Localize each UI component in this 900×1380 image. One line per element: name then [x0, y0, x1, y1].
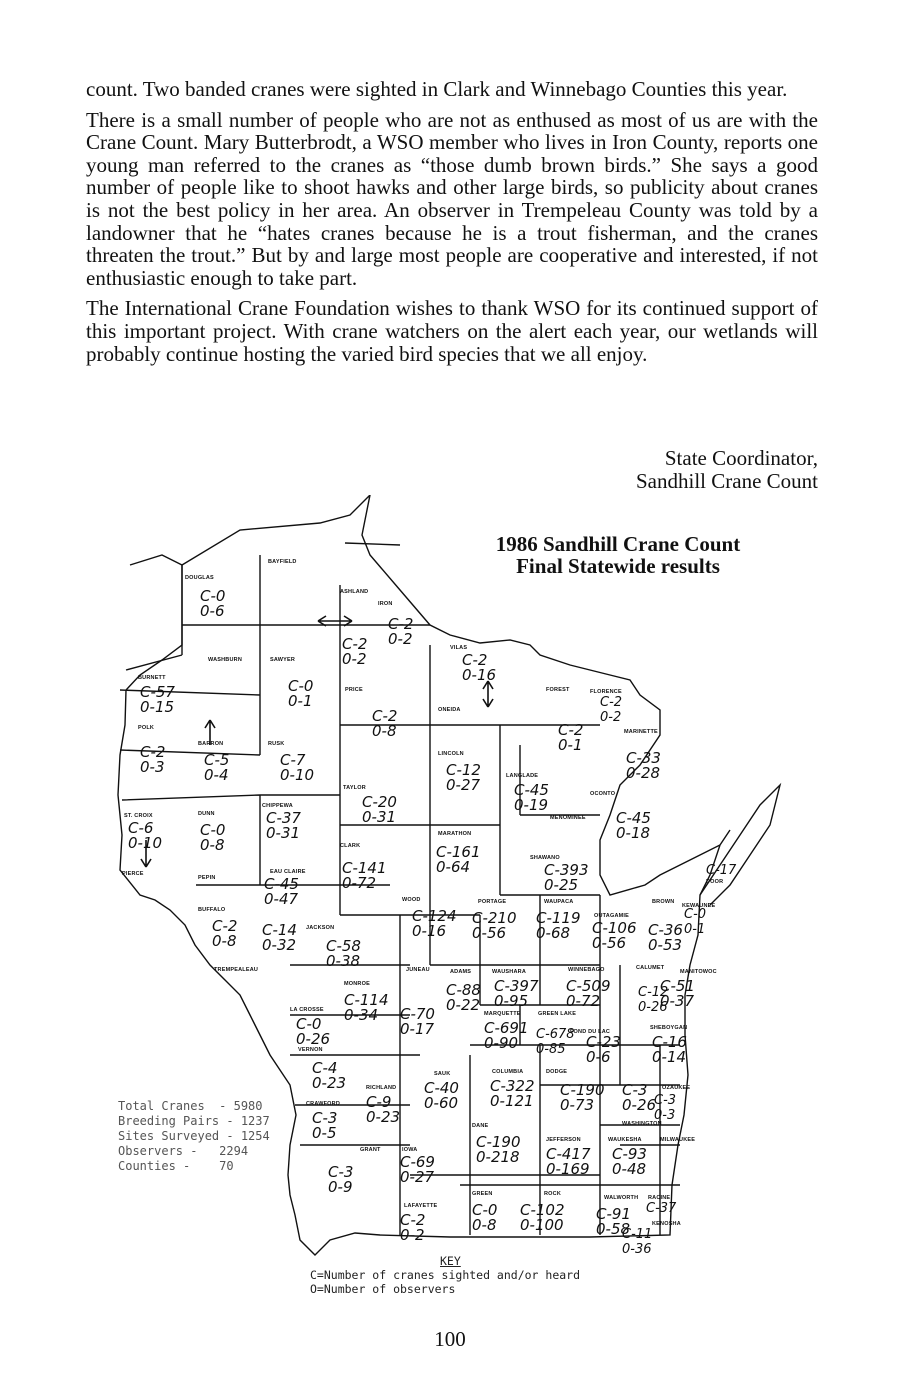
observer-count: 0-72	[342, 874, 377, 892]
county-counts	[312, 1111, 337, 1141]
crane-count: C-12	[446, 761, 481, 779]
crane-count: C-114	[344, 991, 389, 1009]
crane-count: C-37	[266, 809, 301, 827]
county-label: RUSK	[268, 741, 285, 747]
observer-count: 0-8	[372, 722, 397, 740]
observer-count: 0-6	[200, 602, 225, 620]
county-label: FOREST	[546, 687, 570, 693]
county-counts	[626, 751, 661, 781]
observer-count: 0-26	[638, 1000, 668, 1015]
observer-count: 0-56	[592, 934, 627, 952]
crane-count: C-45	[616, 809, 651, 827]
crane-count: C-678	[536, 1027, 575, 1042]
county-counts	[262, 923, 297, 953]
county-counts	[296, 1017, 330, 1047]
signature-line-1: State Coordinator,	[664, 446, 818, 470]
crane-count: C-190	[560, 1081, 605, 1099]
crane-count: C-14	[262, 921, 297, 939]
county-label: EAU CLAIRE	[270, 869, 306, 875]
observer-count: 0-2	[600, 710, 622, 725]
county-label: LANGLADE	[506, 773, 539, 779]
county-counts	[494, 979, 539, 1009]
county-counts	[326, 939, 361, 969]
county-counts	[388, 617, 413, 647]
county-counts	[484, 1021, 529, 1051]
crane-count: C-119	[536, 909, 581, 927]
crane-count: C-0	[684, 907, 707, 922]
county-counts	[558, 723, 583, 753]
county-counts	[566, 979, 611, 1009]
observer-count: 0-1	[684, 922, 706, 937]
county-label: PRICE	[345, 687, 363, 693]
observer-count: 0-9	[328, 1178, 353, 1196]
observer-count: 0-2	[388, 630, 413, 648]
crane-count: C-691	[484, 1019, 529, 1037]
county-label: LAFAYETTE	[404, 1203, 438, 1209]
observer-count: 0-18	[616, 824, 651, 842]
observer-count: 0-95	[494, 992, 529, 1010]
observer-count: 0-34	[344, 1006, 379, 1024]
observer-count: 0-17	[400, 1020, 435, 1038]
county-counts	[436, 845, 481, 875]
county-label: IOWA	[402, 1147, 418, 1153]
county-counts	[622, 1083, 656, 1113]
key-line-cranes: C=Number of cranes sighted and/or heard	[310, 1268, 581, 1282]
county-counts	[266, 811, 301, 841]
county-label: MARQUETTE	[484, 1011, 521, 1017]
summary-counties: Counties - 70	[118, 1159, 234, 1173]
door-peninsula	[700, 785, 780, 905]
observer-count: 0-31	[266, 824, 301, 842]
county-label: WOOD	[402, 897, 421, 903]
crane-count: C-2	[140, 743, 166, 761]
crane-count: C-33	[626, 749, 661, 767]
crane-count: C-17	[706, 863, 737, 878]
observer-count: 0-53	[648, 936, 683, 954]
observer-count: 0-47	[264, 890, 299, 908]
county-label: WASHBURN	[208, 657, 242, 663]
county-label: SHEBOYGAN	[650, 1025, 688, 1031]
county-label: OZAUKEE	[662, 1085, 691, 1091]
county-counts	[544, 863, 589, 893]
observer-count: 0-23	[366, 1108, 401, 1126]
paragraph-2: There is a small number of people who are not as enthused as most of us are with the Crane Count. Mary Butterbrodt, a WSO member who lives in Iron County, reports one young man referred to the cranes as “those dumb brown birds.” She says a good number of people like to shoot hawks and other large birds, so publicity about cranes is not the best policy in her area. An observer in Trempeleau County was told by a landowner that he “hates cranes because he is a trout fisherman, and the cranes threaten the trout.” But by and large most people are cooperative and interested, if not enthusiastic enough to take part.	[86, 107, 818, 290]
crane-count: C-190	[476, 1133, 521, 1151]
article-text	[86, 78, 818, 373]
observer-count: 0-58	[596, 1220, 631, 1238]
county-counts	[462, 653, 496, 683]
crane-count: C-7	[280, 751, 306, 769]
county-counts	[514, 783, 549, 813]
county-counts	[652, 1035, 687, 1065]
county-label: BURNETT	[138, 675, 166, 681]
observer-count: 0-26	[296, 1030, 331, 1048]
county-label: ASHLAND	[340, 589, 369, 595]
observer-count: 0-6	[586, 1048, 611, 1066]
crane-count: C-20	[362, 793, 397, 811]
crane-count: C-210	[472, 909, 517, 927]
county-label: OCONTO	[590, 791, 616, 797]
observer-count: 0-72	[566, 992, 601, 1010]
crane-count: C-40	[424, 1079, 459, 1097]
crane-count: C-2	[342, 635, 368, 653]
county-label: WAUSHARA	[492, 969, 526, 975]
observer-count: 0-8	[472, 1216, 497, 1234]
crane-count: C-0	[472, 1201, 498, 1219]
county-counts	[536, 1027, 575, 1057]
crane-count: C-2	[600, 695, 623, 710]
observer-count: 0-8	[200, 836, 225, 854]
county-label: LA CROSSE	[290, 1007, 324, 1013]
crane-count: C-2	[462, 651, 488, 669]
county-label: TREMPEALEAU	[214, 967, 259, 973]
county-label: POLK	[138, 725, 155, 731]
county-label: DANE	[472, 1123, 489, 1129]
county-label: WAUKESHA	[608, 1137, 642, 1143]
county-counts	[280, 753, 314, 783]
observer-count: 0-8	[212, 932, 237, 950]
observer-count: 0-68	[536, 924, 571, 942]
county-label: DOOR	[706, 879, 724, 885]
county-label: OUTAGAMIE	[594, 913, 630, 919]
observer-count: 0-4	[204, 766, 229, 784]
county-label: CHIPPEWA	[262, 803, 293, 809]
observer-count: 0-32	[262, 936, 297, 954]
county-label: MARINETTE	[624, 729, 658, 735]
county-counts	[342, 861, 387, 891]
crane-count: C-0	[288, 677, 314, 695]
crane-count: C-9	[366, 1093, 392, 1111]
observer-count: 0-2	[400, 1226, 425, 1244]
county-label: LINCOLN	[438, 751, 464, 757]
observer-count: 0-60	[424, 1094, 459, 1112]
county-counts	[560, 1083, 605, 1113]
observer-count: 0-85	[536, 1042, 566, 1057]
county-counts	[344, 993, 389, 1023]
crane-count: C-6	[128, 819, 154, 837]
county-label: SAWYER	[270, 657, 296, 663]
crane-count: C-141	[342, 859, 387, 877]
observer-count: 0-38	[326, 952, 361, 970]
crane-count: C-3	[654, 1093, 677, 1108]
statewide-summary	[118, 1099, 270, 1174]
crane-count: C-37	[646, 1201, 677, 1216]
observer-count: 0-3	[654, 1108, 676, 1123]
county-label: MENOMINEE	[550, 815, 586, 821]
crane-count: C-88	[446, 981, 481, 999]
observer-count: 0-27	[446, 776, 481, 794]
observer-count: 0-1	[288, 692, 313, 710]
county-label: RICHLAND	[366, 1085, 397, 1091]
county-counts	[646, 1201, 676, 1216]
signature-line-2: Sandhill Crane Count	[636, 469, 818, 493]
crane-count: C-12	[638, 985, 669, 1000]
crane-count: C-2	[212, 917, 238, 935]
county-label: ROCK	[544, 1191, 561, 1197]
county-label: DODGE	[546, 1069, 568, 1075]
county-label: VILAS	[450, 645, 468, 651]
county-label: PIERCE	[122, 871, 144, 877]
observer-count: 0-16	[462, 666, 497, 684]
observer-count: 0-31	[362, 808, 397, 826]
observer-count: 0-73	[560, 1096, 595, 1114]
county-counts	[200, 823, 225, 853]
county-label: WAUPACA	[544, 899, 574, 905]
county-counts	[288, 679, 313, 709]
map-title-line-2: Final Statewide results	[516, 554, 720, 578]
paragraph-1: count. Two banded cranes were sighted in Clark and Winnebago Counties this year.	[86, 77, 788, 101]
observer-count: 0-19	[514, 796, 549, 814]
county-counts	[490, 1079, 535, 1109]
county-counts	[616, 811, 651, 841]
county-label: BARRON	[198, 741, 224, 747]
crane-count: C-45	[264, 875, 299, 893]
county-label: TAYLOR	[343, 785, 366, 791]
crane-count: C-397	[494, 977, 539, 995]
county-counts	[684, 907, 706, 937]
county-counts	[706, 863, 736, 878]
county-label: DUNN	[198, 811, 215, 817]
crane-count: C-124	[412, 907, 457, 925]
observer-count: 0-64	[436, 858, 471, 876]
county-label: JUNEAU	[406, 967, 430, 973]
county-counts	[400, 1007, 435, 1037]
crane-count: C-0	[296, 1015, 322, 1033]
county-counts	[592, 921, 637, 951]
crane-count: C-3	[328, 1163, 354, 1181]
county-label: CLARK	[340, 843, 361, 849]
crane-count: C-5	[204, 751, 230, 769]
county-label: ONEIDA	[438, 707, 461, 713]
observer-count: 0-56	[472, 924, 507, 942]
county-label: PEPIN	[198, 875, 216, 881]
county-label: WALWORTH	[604, 1195, 639, 1201]
crane-count: C-2	[558, 721, 584, 739]
summary-observers: Observers - 2294	[118, 1144, 249, 1158]
observer-count: 0-121	[490, 1092, 534, 1110]
map-key	[310, 1254, 580, 1296]
county-counts	[366, 1095, 400, 1125]
observer-count: 0-5	[312, 1124, 337, 1142]
crane-count: C-102	[520, 1201, 565, 1219]
county-counts	[472, 911, 517, 941]
crane-count: C-23	[586, 1033, 621, 1051]
observer-count: 0-16	[412, 922, 447, 940]
county-label: JACKSON	[306, 925, 335, 931]
crane-count: C-106	[592, 919, 637, 937]
key-line-observers: O=Number of observers	[310, 1282, 456, 1296]
county-label: BROWN	[652, 899, 675, 905]
county-counts	[600, 695, 622, 725]
observer-count: 0-36	[622, 1242, 652, 1257]
observer-count: 0-10	[280, 766, 315, 784]
county-counts	[424, 1081, 459, 1111]
county-label: VERNON	[298, 1047, 323, 1053]
county-counts	[622, 1227, 652, 1257]
map-title	[468, 533, 768, 577]
county-counts	[204, 753, 229, 783]
summary-total-cranes: Total Cranes - 5980	[118, 1099, 263, 1113]
crane-count: C-393	[544, 861, 589, 879]
paragraph-3: The International Crane Foundation wishes to thank WSO for its continued support of this important project. With crane watchers on the alert each year, our wetlands will probably continue hosting the varied bird species that we all enjoy.	[86, 296, 818, 366]
county-counts	[362, 795, 397, 825]
county-label: KENOSHA	[652, 1221, 681, 1227]
county-counts	[648, 923, 683, 953]
county-counts	[612, 1147, 647, 1177]
observer-count: 0-14	[652, 1048, 687, 1066]
crane-count: C-0	[200, 587, 226, 605]
observer-count: 0-169	[546, 1160, 590, 1178]
observer-count: 0-218	[476, 1148, 520, 1166]
county-label: DOUGLAS	[185, 575, 214, 581]
county-label: MILWAUKEE	[660, 1137, 696, 1143]
county-label: WINNEBAGO	[568, 967, 605, 973]
county-counts	[140, 685, 175, 715]
county-counts	[372, 709, 397, 739]
observer-count: 0-28	[626, 764, 661, 782]
observer-count: 0-90	[484, 1034, 519, 1052]
county-label: FOND DU LAC	[570, 1029, 611, 1035]
county-counts	[128, 821, 162, 851]
observer-count: 0-100	[520, 1216, 564, 1234]
signature-block	[636, 447, 818, 493]
crane-count: C-322	[490, 1077, 535, 1095]
summary-sites-surveyed: Sites Surveyed - 1254	[118, 1129, 270, 1143]
crane-count: C-2	[372, 707, 398, 725]
crane-count: C-417	[546, 1145, 591, 1163]
county-counts	[446, 983, 481, 1013]
county-label: JEFFERSON	[546, 1137, 581, 1143]
observer-count: 0-23	[312, 1074, 347, 1092]
observer-count: 0-15	[140, 698, 175, 716]
county-counts	[140, 745, 165, 775]
county-counts	[586, 1035, 621, 1065]
observer-count: 0-26	[622, 1096, 657, 1114]
county-label: COLUMBIA	[492, 1069, 524, 1075]
map-title-line-1: 1986 Sandhill Crane Count	[495, 532, 741, 556]
county-label: WASHINGTON	[622, 1121, 662, 1127]
crane-count: C-3	[312, 1109, 338, 1127]
county-counts	[312, 1061, 346, 1091]
crane-count: C-36	[648, 921, 683, 939]
county-label: IRON	[378, 601, 393, 607]
summary-breeding-pairs: Breeding Pairs - 1237	[118, 1114, 270, 1128]
county-counts	[412, 909, 457, 939]
county-counts	[200, 589, 225, 619]
crane-count: C-45	[514, 781, 549, 799]
county-label: MONROE	[344, 981, 370, 987]
county-label: CALUMET	[636, 965, 665, 971]
observer-count: 0-2	[342, 650, 367, 668]
county-label: SAUK	[434, 1071, 451, 1077]
county-counts	[520, 1203, 565, 1233]
county-label: FLORENCE	[590, 689, 622, 695]
county-counts	[264, 877, 299, 907]
observer-count: 0-1	[558, 736, 583, 754]
county-counts	[476, 1135, 521, 1165]
observer-count: 0-27	[400, 1168, 435, 1186]
crane-count: C-161	[436, 843, 481, 861]
county-counts	[638, 985, 668, 1015]
observer-count: 0-48	[612, 1160, 647, 1178]
observer-count: 0-22	[446, 996, 481, 1014]
crane-count: C-91	[596, 1205, 631, 1223]
county-label: BUFFALO	[198, 907, 226, 913]
observer-count: 0-25	[544, 876, 579, 894]
county-counts	[212, 919, 237, 949]
crane-count: C-70	[400, 1005, 435, 1023]
county-label: MARATHON	[438, 831, 472, 837]
county-label: KEWAUNEE	[682, 903, 716, 909]
page-number: 100	[434, 1327, 466, 1351]
crane-count: C-57	[140, 683, 175, 701]
crane-count: C-509	[566, 977, 611, 995]
observer-count: 0-37	[660, 992, 695, 1010]
county-label: SHAWANO	[530, 855, 560, 861]
county-label: MANITOWOC	[680, 969, 717, 975]
county-label: GRANT	[360, 1147, 381, 1153]
crane-count: C-58	[326, 937, 361, 955]
crane-count: C-51	[660, 977, 695, 995]
county-label: ADAMS	[450, 969, 472, 975]
county-label: ST. CROIX	[124, 813, 153, 819]
county-counts	[446, 763, 481, 793]
crane-count: C-0	[200, 821, 226, 839]
crane-count: C-3	[622, 1081, 648, 1099]
county-counts	[342, 637, 367, 667]
crane-count: C-4	[312, 1059, 338, 1077]
county-counts	[400, 1155, 435, 1185]
crane-count: C-16	[652, 1033, 687, 1051]
county-counts	[472, 1203, 497, 1233]
observer-count: 0-3	[140, 758, 165, 776]
crane-count: C-2	[400, 1211, 426, 1229]
crane-count: C-69	[400, 1153, 435, 1171]
crane-count: C-11	[622, 1227, 653, 1242]
county-label: PORTAGE	[478, 899, 507, 905]
county-counts	[400, 1213, 425, 1243]
county-label: GREEN	[472, 1191, 493, 1197]
county-counts	[546, 1147, 591, 1177]
county-counts	[536, 911, 581, 941]
county-counts	[654, 1093, 676, 1123]
observer-count: 0-10	[128, 834, 163, 852]
crane-count: C-2	[388, 615, 414, 633]
county-counts	[328, 1165, 353, 1195]
county-label: BAYFIELD	[268, 559, 297, 565]
county-label: CRAWFORD	[306, 1101, 340, 1107]
key-title: KEY	[440, 1254, 461, 1268]
county-label: RACINE	[648, 1195, 671, 1201]
crane-count: C-93	[612, 1145, 647, 1163]
county-label: GREEN LAKE	[538, 1011, 577, 1017]
